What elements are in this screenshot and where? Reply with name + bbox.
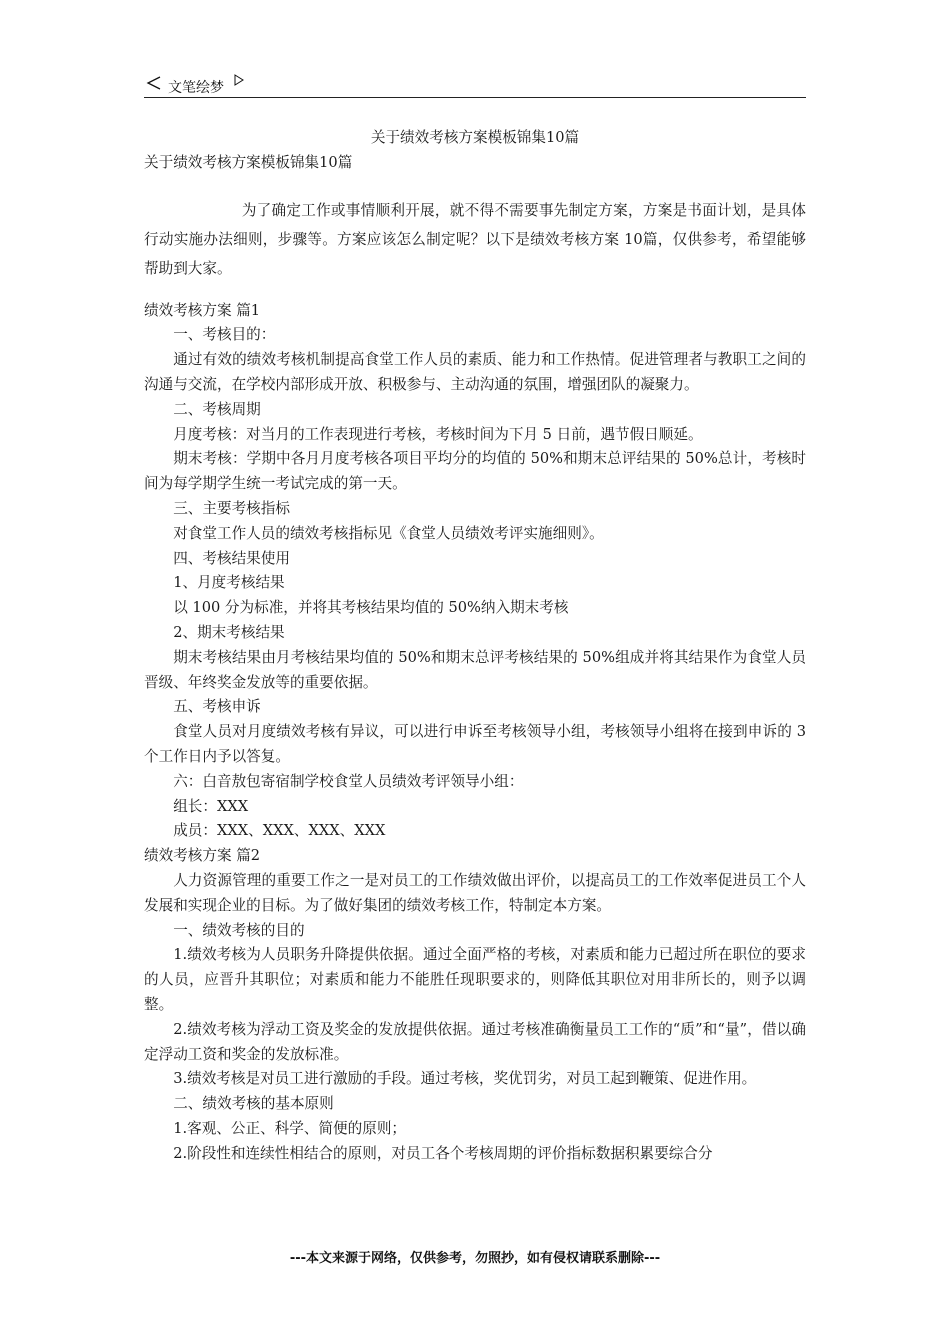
spacer (144, 283, 806, 299)
paragraph: 食堂人员对月度绩效考核有异议，可以进行申诉至考核领导小组，考核领导小组将在接到申诉的 3 个工作日内予以答复。 (144, 723, 806, 765)
intro-paragraph: 为了确定工作或事情顺利开展，就不得不需要事先制定方案，方案是书面计划，是具体行动实施办法细则，步骤等。方案应该怎么制定呢？以下是绩效考核方案 10篇，仅供参考，希望能够帮助到大家。 (144, 201, 806, 277)
paragraph: 期末考核：学期中各月月度考核各项目平均分的均值的 50%和期末总评结果的 50%总计，考核时间为每学期学生统一考试完成的第一天。 (144, 450, 806, 493)
paragraph: 二、绩效考核的基本原则 (173, 1095, 334, 1113)
document-body (144, 126, 806, 1166)
paragraph: 以 100 分为标准，并将其考核结果均值的 50%纳入期末考核 (173, 599, 569, 617)
paragraph: 对食堂工作人员的绩效考核指标见《食堂人员绩效考评实施细则》。 (173, 524, 604, 542)
paragraph: 通过有效的绩效考核机制提高食堂工作人员的素质、能力和工作热情。促进管理者与教职工之间的沟通与交流，在学校内部形成开放、积极参与、主动沟通的氛围，增强团队的凝聚力。 (144, 351, 806, 393)
paragraph: 期末考核结果由月考核结果均值的 50%和期末总评考核结果的 50%组成并将其结果作为食堂人员晋级、年终奖金发放等的重要依据。 (144, 648, 806, 691)
paragraph: 成员：XXX、XXX、XXX、XXX (173, 822, 386, 840)
triangle-right-icon (234, 74, 244, 89)
paragraph: 2、期末考核结果 (173, 623, 285, 641)
paragraph: 2.阶段性和连续性相结合的原则，对员工各个考核周期的评价指标数据积累要综合分 (173, 1144, 713, 1162)
paragraph: 一、绩效考核的目的 (173, 921, 305, 939)
triangle-left-icon (146, 76, 162, 94)
doc-subtitle: 关于绩效考核方案模板锦集10篇 (144, 153, 353, 171)
paragraph: 六：白音敖包寄宿制学校食堂人员绩效考评领导小组： (173, 772, 524, 790)
paragraph: 3.绩效考核是对员工进行激励的手段。通过考核，奖优罚劣，对员工起到鞭策、促进作用。 (173, 1070, 757, 1088)
paragraph: 三、主要考核指标 (173, 499, 290, 517)
header-brand: 文笔绘梦 (168, 80, 224, 96)
paragraph: 1.绩效考核为人员职务升降提供依据。通过全面严格的考核，对素质和能力已超过所在职位的要求的人员，应晋升其职位；对素质和能力不能胜任现职要求的，则降低其职位对用非所长的，则予以调整。 (144, 946, 806, 1013)
paragraph: 四、考核结果使用 (173, 549, 290, 567)
paragraph: 一、考核目的： (173, 326, 276, 344)
spacer (144, 176, 806, 196)
paragraph: 1.客观、公正、科学、简便的原则； (173, 1119, 407, 1137)
doc-title: 关于绩效考核方案模板锦集10篇 (370, 129, 580, 146)
page-header (144, 72, 806, 98)
paragraph: 组长：XXX (173, 797, 249, 815)
paragraph: 二、考核周期 (173, 400, 261, 418)
footer-disclaimer: ---本文来源于网络，仅供参考，勿照抄，如有侵权请联系删除--- (289, 1251, 661, 1266)
paragraph: 月度考核：对当月的工作表现进行考核，考核时间为下月 5 日前，遇节假日顺延。 (173, 425, 703, 443)
paragraph: 人力资源管理的重要工作之一是对员工的工作绩效做出评价，以提高员工的工作效率促进员工个人发展和实现企业的目标。为了做好集团的绩效考核工作，特制定本方案。 (144, 871, 806, 914)
section-heading: 绩效考核方案 篇2 (144, 847, 261, 865)
header-divider (144, 97, 806, 98)
paragraph: 1、月度考核结果 (173, 574, 285, 592)
paragraph: 2.绩效考核为浮动工资及奖金的发放提供依据。通过考核准确衡量员工工作的“质”和“量”，借以确定浮动工资和奖金的发放标准。 (144, 1020, 806, 1063)
section-heading: 绩效考核方案 篇1 (144, 301, 261, 319)
paragraph: 五、考核申诉 (173, 698, 261, 716)
